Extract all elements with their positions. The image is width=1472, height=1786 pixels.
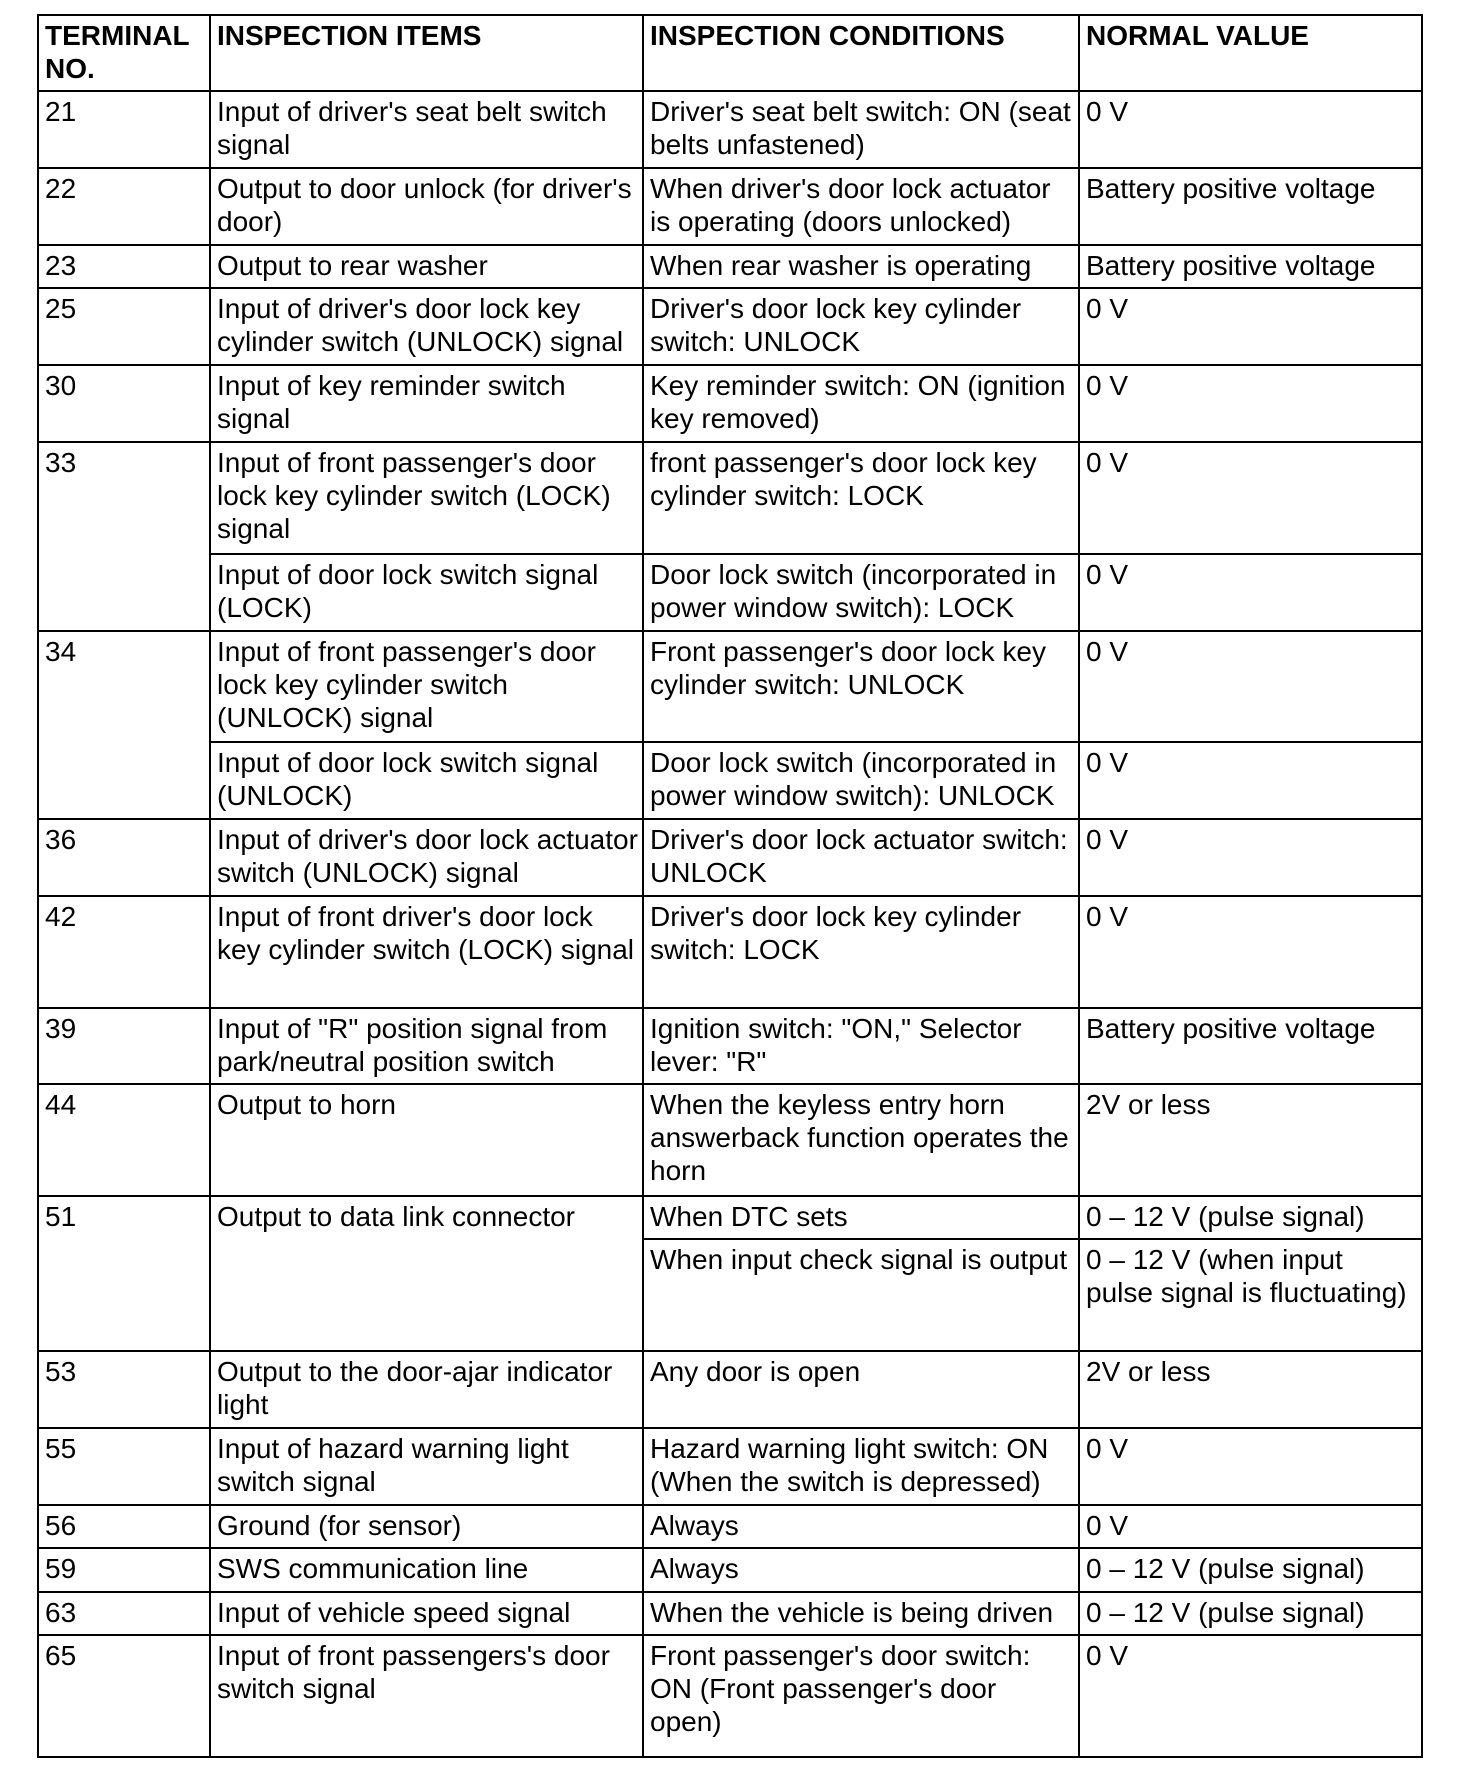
condition-cell: Key reminder switch: ON (ignition key removed) [643, 365, 1079, 442]
item-cell: Input of front passenger's door lock key cylinder switch (UNLOCK) signal [210, 631, 643, 742]
item-cell: Input of door lock switch signal (LOCK) [210, 554, 643, 631]
condition-cell: Front passenger's door switch: ON (Front passenger's door open) [643, 1635, 1079, 1757]
item-cell: Input of driver's door lock key cylinder switch (UNLOCK) signal [210, 288, 643, 365]
condition-cell: Driver's door lock key cylinder switch: UNLOCK [643, 288, 1079, 365]
value-cell: 0 V [1079, 1635, 1422, 1757]
condition-cell: Driver's seat belt switch: ON (seat belts unfastened) [643, 91, 1079, 168]
value-cell: 0 – 12 V (pulse signal) [1079, 1196, 1422, 1240]
table-row [38, 1196, 1422, 1240]
header-terminal-no: TERMINAL NO. [38, 15, 210, 91]
header-inspection-conditions: INSPECTION CONDITIONS [643, 15, 1079, 91]
condition-cell: front passenger's door lock key cylinder switch: LOCK [643, 442, 1079, 553]
header-row [38, 15, 1422, 91]
value-cell: 0 V [1079, 91, 1422, 168]
condition-cell: Door lock switch (incorporated in power window switch): LOCK [643, 554, 1079, 631]
terminal-cell: 21 [38, 91, 210, 168]
table-row [38, 1428, 1422, 1505]
value-cell: 0 V [1079, 365, 1422, 442]
terminal-cell: 33 [38, 442, 210, 630]
terminal-cell: 39 [38, 1008, 210, 1085]
table-row [38, 442, 1422, 553]
table-row [38, 1351, 1422, 1428]
value-cell: 0 V [1079, 442, 1422, 553]
document-page [37, 14, 1421, 1758]
terminal-cell: 42 [38, 896, 210, 1007]
condition-cell: Any door is open [643, 1351, 1079, 1428]
terminal-cell: 23 [38, 245, 210, 289]
item-cell: Output to horn [210, 1084, 643, 1195]
table-row [38, 631, 1422, 742]
value-cell: 0 V [1079, 1428, 1422, 1505]
item-cell: Input of vehicle speed signal [210, 1592, 643, 1636]
condition-cell: When driver's door lock actuator is operating (doors unlocked) [643, 168, 1079, 245]
condition-cell: When the vehicle is being driven [643, 1592, 1079, 1636]
terminal-cell: 34 [38, 631, 210, 819]
value-cell: 0 V [1079, 819, 1422, 896]
value-cell: 0 V [1079, 631, 1422, 742]
table-row [38, 1592, 1422, 1636]
table-row [38, 742, 1422, 819]
condition-cell: Ignition switch: "ON," Selector lever: "R" [643, 1008, 1079, 1085]
table-row [38, 1505, 1422, 1549]
terminal-cell: 56 [38, 1505, 210, 1549]
item-cell: Input of front passengers's door switch signal [210, 1635, 643, 1757]
condition-cell: When rear washer is operating [643, 245, 1079, 289]
item-cell: Input of front driver's door lock key cylinder switch (LOCK) signal [210, 896, 643, 1007]
value-cell: Battery positive voltage [1079, 245, 1422, 289]
item-cell: Output to door unlock (for driver's door) [210, 168, 643, 245]
terminal-cell: 53 [38, 1351, 210, 1428]
item-cell: Input of "R" position signal from park/neutral position switch [210, 1008, 643, 1085]
table-row [38, 896, 1422, 1007]
item-cell: Ground (for sensor) [210, 1505, 643, 1549]
terminal-cell: 25 [38, 288, 210, 365]
value-cell: 2V or less [1079, 1084, 1422, 1195]
table-body [38, 91, 1422, 1757]
item-cell: Input of hazard warning light switch signal [210, 1428, 643, 1505]
terminal-cell: 30 [38, 365, 210, 442]
table-row [38, 1548, 1422, 1592]
terminal-cell: 63 [38, 1592, 210, 1636]
terminal-cell: 51 [38, 1196, 210, 1351]
table-row [38, 819, 1422, 896]
terminal-cell: 44 [38, 1084, 210, 1195]
value-cell: 0 – 12 V (when input pulse signal is fluctuating) [1079, 1239, 1422, 1350]
item-cell: Input of key reminder switch signal [210, 365, 643, 442]
table-row [38, 91, 1422, 168]
item-cell: Input of driver's seat belt switch signal [210, 91, 643, 168]
table-row [38, 288, 1422, 365]
table-row [38, 554, 1422, 631]
condition-cell: When input check signal is output [643, 1239, 1079, 1350]
value-cell: Battery positive voltage [1079, 168, 1422, 245]
terminal-cell: 59 [38, 1548, 210, 1592]
item-cell: Output to data link connector [210, 1196, 643, 1351]
table-row [38, 1635, 1422, 1757]
table-row [38, 1084, 1422, 1195]
value-cell: 0 – 12 V (pulse signal) [1079, 1592, 1422, 1636]
value-cell: Battery positive voltage [1079, 1008, 1422, 1085]
condition-cell: Always [643, 1548, 1079, 1592]
value-cell: 0 V [1079, 742, 1422, 819]
value-cell: 0 V [1079, 288, 1422, 365]
condition-cell: When the keyless entry horn answerback function operates the horn [643, 1084, 1079, 1195]
table-header [38, 15, 1422, 91]
item-cell: Output to the door-ajar indicator light [210, 1351, 643, 1428]
table-row [38, 1008, 1422, 1085]
header-inspection-items: INSPECTION ITEMS [210, 15, 643, 91]
condition-cell: Always [643, 1505, 1079, 1549]
condition-cell: When DTC sets [643, 1196, 1079, 1240]
condition-cell: Driver's door lock key cylinder switch: LOCK [643, 896, 1079, 1007]
terminal-cell: 65 [38, 1635, 210, 1757]
condition-cell: Driver's door lock actuator switch: UNLOCK [643, 819, 1079, 896]
terminal-cell: 36 [38, 819, 210, 896]
item-cell: Output to rear washer [210, 245, 643, 289]
terminal-cell: 22 [38, 168, 210, 245]
table-row [38, 365, 1422, 442]
condition-cell: Hazard warning light switch: ON (When the switch is depressed) [643, 1428, 1079, 1505]
terminal-cell: 55 [38, 1428, 210, 1505]
condition-cell: Front passenger's door lock key cylinder switch: UNLOCK [643, 631, 1079, 742]
item-cell: Input of door lock switch signal (UNLOCK) [210, 742, 643, 819]
table-row [38, 168, 1422, 245]
header-normal-value: NORMAL VALUE [1079, 15, 1422, 91]
terminal-inspection-table [37, 14, 1423, 1758]
value-cell: 0 V [1079, 1505, 1422, 1549]
value-cell: 0 V [1079, 554, 1422, 631]
item-cell: Input of front passenger's door lock key cylinder switch (LOCK) signal [210, 442, 643, 553]
value-cell: 0 – 12 V (pulse signal) [1079, 1548, 1422, 1592]
value-cell: 0 V [1079, 896, 1422, 1007]
value-cell: 2V or less [1079, 1351, 1422, 1428]
condition-cell: Door lock switch (incorporated in power window switch): UNLOCK [643, 742, 1079, 819]
table-row [38, 245, 1422, 289]
item-cell: Input of driver's door lock actuator switch (UNLOCK) signal [210, 819, 643, 896]
item-cell: SWS communication line [210, 1548, 643, 1592]
